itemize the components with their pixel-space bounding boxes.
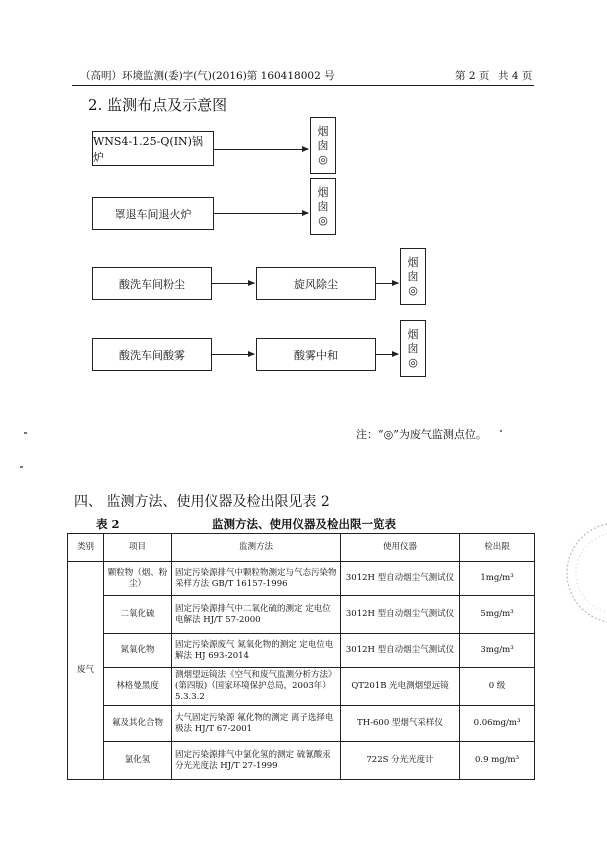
chimney-box	[400, 320, 426, 377]
chimney-char: 烟	[407, 327, 419, 341]
section2-title: 2. 监测布点及示意图	[88, 96, 228, 114]
monitoring-point-icon: ◎	[408, 283, 418, 297]
seal-stamp-fragment	[560, 518, 607, 628]
instrument-cell: 3012H 型自动烟尘气测试仪	[341, 596, 460, 634]
item-cell: 林格曼黑度	[104, 668, 172, 706]
limit-cell: 5mg/m³	[460, 596, 535, 634]
method-cell: 固定污染源废气 氮氧化物的测定 定电位电解法 HJ 693-2014	[172, 634, 341, 668]
method-cell: 大气固定污染源 氟化物的测定 离子选择电极法 HJ/T 67-2001	[172, 706, 341, 742]
item-cell: 氯化氢	[104, 742, 172, 780]
treatment-box-neutralization: 酸雾中和	[256, 338, 376, 371]
limit-cell: 3mg/m³	[460, 634, 535, 668]
chimney-char: 囱	[407, 341, 419, 355]
flow-arrow	[376, 283, 398, 284]
source-box-annealing: 罩退车间退火炉	[92, 197, 214, 230]
table-row	[68, 562, 535, 596]
instrument-cell: 722S 分光光度计	[341, 742, 460, 780]
limit-cell: 0 级	[460, 668, 535, 706]
table-row	[68, 706, 535, 742]
scan-speck	[20, 466, 23, 468]
source-box-pickling-dust: 酸洗车间粉尘	[92, 267, 212, 300]
method-cell: 固定污染源排气中氯化氢的测定 硫氰酸汞分光光度法 HJ/T 27-1999	[172, 742, 341, 780]
table-header-row	[68, 534, 535, 562]
method-cell: 固定污染源排气中颗粒物测定与气态污染物采样方法 GB/T 16157-1996	[172, 562, 341, 596]
header-limit: 检出限	[460, 534, 535, 562]
item-cell: 氮氧化物	[104, 634, 172, 668]
item-cell: 颗粒物（烟、粉尘）	[104, 562, 172, 596]
monitoring-note: 注：“◎”为废气监测点位。	[356, 428, 487, 441]
scan-speck	[500, 430, 502, 432]
chimney-box	[310, 178, 336, 235]
monitoring-point-icon: ◎	[318, 152, 328, 166]
header-rule	[72, 85, 534, 86]
instrument-cell: 3012H 型自动烟尘气测试仪	[341, 634, 460, 668]
table-label: 表 2	[96, 517, 120, 531]
section4-title: 四、 监测方法、使用仪器及检出限见表 2	[74, 494, 330, 510]
treatment-box-cyclone: 旋风除尘	[256, 267, 376, 300]
category-cell: 废气	[68, 562, 104, 780]
chimney-char: 烟	[317, 124, 329, 138]
table-row	[68, 742, 535, 780]
instrument-cell: TH-600 型烟气采样仪	[341, 706, 460, 742]
chimney-char: 烟	[317, 185, 329, 199]
table-row	[68, 596, 535, 634]
header-instrument: 使用仪器	[341, 534, 460, 562]
header-category: 类别	[68, 534, 104, 562]
scan-speck	[24, 432, 27, 434]
chimney-char: 囱	[317, 138, 329, 152]
source-box-boiler: WNS4-1.25-Q(IN)锅炉	[92, 131, 214, 166]
table-row	[68, 634, 535, 668]
flow-arrow	[212, 283, 254, 284]
chimney-char: 囱	[407, 269, 419, 283]
methods-table	[67, 533, 535, 780]
header-item: 项目	[104, 534, 172, 562]
method-cell: 固定污染源排气中二氧化硫的测定 定电位电解法 HJ/T 57-2000	[172, 596, 341, 634]
limit-cell: 0.9 mg/m³	[460, 742, 535, 780]
limit-cell: 0.06mg/m³	[460, 706, 535, 742]
flow-arrow	[214, 149, 308, 150]
flow-arrow	[376, 354, 398, 355]
flow-arrow	[214, 213, 308, 214]
method-cell: 测烟望远镜法《空气和废气监测分析方法》(第四版)（国家环境保护总局，2003年）5.3.3.2	[172, 668, 341, 706]
chimney-box	[310, 117, 336, 174]
flow-arrow	[212, 354, 254, 355]
table-title: 监测方法、使用仪器及检出限一览表	[212, 517, 396, 531]
report-id: （高明）环境监测(委)字(气)(2016)第 160418002 号	[80, 70, 335, 82]
chimney-box	[400, 248, 426, 305]
chimney-char: 囱	[317, 199, 329, 213]
header-method: 监测方法	[172, 534, 341, 562]
page-total: 共 4 页	[498, 70, 533, 82]
instrument-cell: 3012H 型自动烟尘气测试仪	[341, 562, 460, 596]
chimney-char: 烟	[407, 255, 419, 269]
monitoring-point-icon: ◎	[318, 213, 328, 227]
source-box-pickling-mist: 酸洗车间酸雾	[92, 338, 212, 371]
item-cell: 二氧化硫	[104, 596, 172, 634]
item-cell: 氟及其化合物	[104, 706, 172, 742]
instrument-cell: QT201B 光电测烟望远镜	[341, 668, 460, 706]
monitoring-point-icon: ◎	[408, 355, 418, 369]
page-number: 第 2 页	[455, 70, 490, 82]
table-row	[68, 668, 535, 706]
limit-cell: 1mg/m³	[460, 562, 535, 596]
